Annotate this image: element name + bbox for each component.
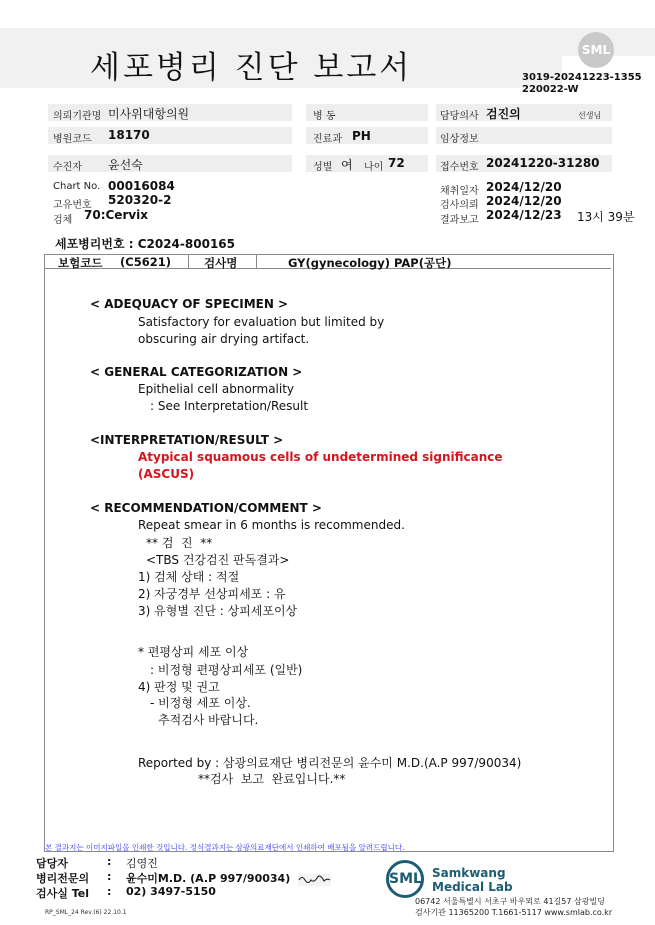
insurance-code-value: (C5621) [120, 255, 171, 269]
insurance-code-label: 보험코드 [58, 256, 103, 270]
interpretation-result: Atypical squamous cells of undetermined significance [138, 450, 503, 464]
adequacy-text: obscuring air drying artifact. [138, 332, 310, 346]
signature-image [298, 874, 331, 886]
institution-value: 미사위대항의원 [108, 107, 190, 121]
hospital-code-label: 병원코드 [53, 134, 92, 145]
lab-tel-value: 02) 3497-5150 [126, 885, 216, 898]
specimen-label: 검체 [53, 215, 73, 226]
colon: : [107, 870, 112, 883]
report-title: 세포병리 진단 보고서 [90, 50, 413, 86]
patient-label: 수진자 [53, 162, 82, 173]
recommendation-text: <TBS 건강검진 판독결과> [146, 553, 290, 567]
colon: : [107, 885, 112, 898]
recommendation-text: 추적검사 바랍니다. [158, 713, 259, 727]
unique-no-label: 고유번호 [53, 200, 92, 211]
ward-label: 병 동 [313, 111, 336, 122]
recommendation-text: 2) 자궁경부 선상피세포 : 유 [138, 587, 286, 601]
recommendation-text: 1) 검체 상태 : 적절 [138, 570, 240, 584]
manager-value: 김영진 [126, 857, 158, 870]
report-complete: **검사 보고 완료입니다.** [198, 772, 346, 786]
print-notice: 본 결과지는 이미지파일을 인쇄한 것입니다. 정식결과지는 삼광의료재단에서 인쇄하여 배포됨을 알려드립니다. [45, 843, 405, 852]
lab-name: Samkwang Medical Lab [432, 866, 513, 894]
adequacy-text: Satisfactory for evaluation but limited by [138, 315, 385, 329]
request-date-value: 2024/12/20 [486, 194, 562, 208]
test-name-label: 검사명 [204, 256, 238, 270]
colon: : [107, 855, 112, 868]
specimen-value: 70:Cervix [84, 208, 149, 222]
lab-address: 06742 서울특별시 서초구 바우뫼로 41길57 삼광빌딩 검사기관 11365200 T.1661-5117 www.smlab.co.kr [415, 897, 613, 917]
doctor-suffix: 선생님 [578, 111, 602, 120]
receipt-value: 20241220-31280 [486, 156, 600, 170]
pathologist-value: 윤수미M.D. (A.P 997/90034) [126, 872, 291, 885]
recommendation-heading: < RECOMMENDATION/COMMENT > [90, 501, 322, 515]
general-heading: < GENERAL CATEGORIZATION > [90, 365, 303, 379]
insurance-divider [256, 255, 257, 269]
recommendation-text: - 비정형 세포 이상. [150, 696, 251, 710]
doctor-label: 담당의사 [440, 111, 479, 122]
general-text: Epithelial cell abnormality [138, 382, 295, 396]
doctor-value: 검진의 [486, 107, 521, 121]
interpretation-result: (ASCUS) [138, 467, 195, 481]
general-text: : See Interpretation/Result [150, 399, 309, 413]
recommendation-text: 3) 유형별 진단 : 상피세포이상 [138, 604, 298, 618]
samkwang-logo: SML [386, 860, 424, 898]
interpretation-heading: <INTERPRETATION/RESULT > [90, 433, 284, 447]
test-name-value: GY(gynecology) PAP(공단) [288, 256, 452, 270]
insurance-divider [188, 255, 189, 269]
age-value: 72 [388, 156, 405, 170]
recommendation-text: ** 검 진 ** [146, 536, 213, 550]
cytology-number: 세포병리번호 : C2024-800165 [55, 237, 235, 251]
unique-no-value: 520320-2 [108, 193, 172, 207]
sex-value: 여 [341, 158, 353, 172]
result-date-value: 2024/12/23 [486, 208, 562, 222]
reported-by: Reported by : 삼광의료재단 병리전문의 윤수미 M.D.(A.P 997/90034) [138, 756, 522, 770]
form-code: RP_SML_24 Rev.(6) 22.10.1 [45, 909, 127, 916]
lab-tel-label: 검사실 Tel [36, 887, 89, 900]
institution-label: 의뢰기관명 [53, 111, 102, 122]
result-date-label: 결과보고 [440, 215, 479, 226]
manager-label: 담당자 [36, 857, 68, 870]
collect-date-label: 채취일자 [440, 186, 479, 197]
age-label: 나이 [364, 162, 384, 173]
chart-no-value: 00016084 [108, 179, 175, 193]
sex-label: 성별 [313, 162, 333, 173]
recommendation-text: 4) 판정 및 권고 [138, 680, 220, 694]
request-date-label: 검사의뢰 [440, 200, 479, 211]
adequacy-heading: < ADEQUACY OF SPECIMEN > [90, 297, 289, 311]
receipt-label: 접수번호 [440, 162, 479, 173]
pathologist-label: 병리전문의 [36, 872, 90, 885]
patient-name: 윤선숙 [108, 158, 143, 172]
report-number: 3019-20241223-1355 220022-W [522, 72, 642, 95]
collect-date-value: 2024/12/20 [486, 180, 562, 194]
clinical-label: 임상정보 [440, 134, 479, 145]
sml-logo: SML [578, 32, 614, 68]
result-time-value: 13시 39분 [577, 210, 635, 224]
recommendation-text: : 비정형 편평상피세포 (일반) [150, 663, 303, 677]
recommendation-text: Repeat smear in 6 months is recommended. [138, 518, 405, 532]
hospital-code-value: 18170 [108, 128, 150, 142]
chart-no-label: Chart No. [53, 181, 101, 192]
row-bar-patient [48, 155, 292, 172]
recommendation-text: * 편평상피 세포 이상 [138, 645, 249, 659]
dept-value: PH [352, 129, 371, 143]
dept-label: 진료과 [313, 134, 342, 145]
